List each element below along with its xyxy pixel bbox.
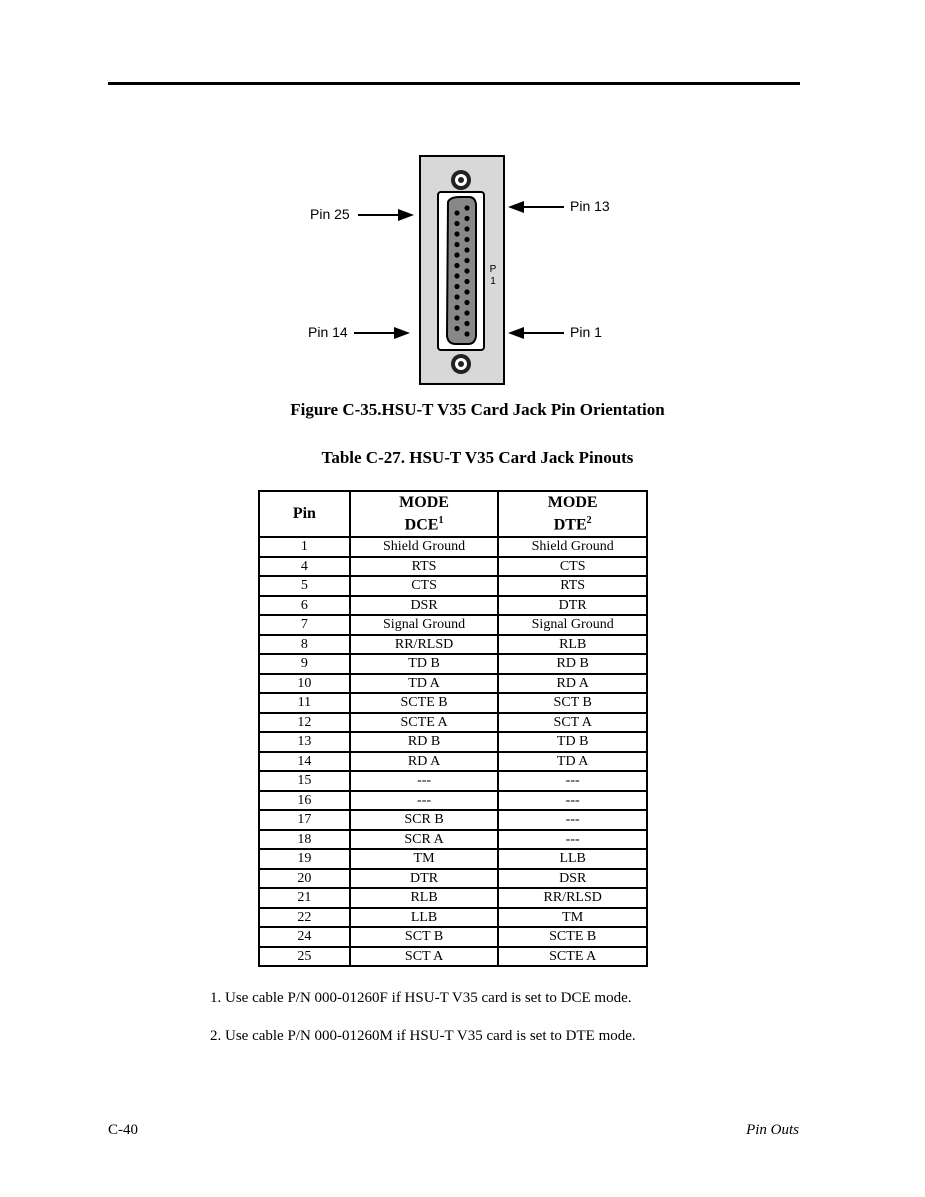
cell-pin: 18 [259,830,350,850]
table-row [259,947,647,967]
cell-dte: --- [498,810,647,830]
table-row [259,654,647,674]
footnote-2: 2. Use cable P/N 000-01260M if HSU-T V35 card is set to DTE mode. [210,1028,636,1044]
header-dce [350,491,499,537]
pin-dot [464,300,469,305]
cell-pin: 13 [259,732,350,752]
table-row [259,732,647,752]
cell-dce: TD B [350,654,499,674]
cell-dte: CTS [498,557,647,577]
top-screw-icon [451,170,471,190]
cell-dte: TM [498,908,647,928]
cell-dce: RTS [350,557,499,577]
cell-pin: 20 [259,869,350,889]
pin-dot [454,242,459,247]
cell-dce: RLB [350,888,499,908]
cell-dce: --- [350,791,499,811]
pin-dot [454,315,459,320]
pin-dot [464,310,469,315]
pin-dot [454,284,459,289]
cell-dce: SCT B [350,927,499,947]
table-row [259,576,647,596]
cell-dce: Shield Ground [350,537,499,557]
table-row [259,908,647,928]
arrow-pin25 [358,209,414,221]
cell-pin: 19 [259,849,350,869]
cell-dte: TD A [498,752,647,772]
footnote-1: 1. Use cable P/N 000-01260F if HSU-T V35 card is set to DCE mode. [210,990,632,1006]
table-row [259,615,647,635]
pin-dot [464,216,469,221]
arrow-pin13 [508,201,564,213]
header-dce-footnote: 1 [438,514,444,526]
pin-dot [454,326,459,331]
cell-dte: Signal Ground [498,615,647,635]
cell-dce: SCR B [350,810,499,830]
table-row [259,752,647,772]
table-row [259,888,647,908]
pin-dot [454,210,459,215]
cell-pin: 22 [259,908,350,928]
pin-dot [464,331,469,336]
cell-dte: Shield Ground [498,537,647,557]
table-row [259,674,647,694]
table-header-row [259,491,647,537]
table-row [259,693,647,713]
cell-dte: RD A [498,674,647,694]
cell-pin: 24 [259,927,350,947]
cell-dce: TM [350,849,499,869]
cell-dte: SCT A [498,713,647,733]
table-row [259,849,647,869]
cell-dte: SCT B [498,693,647,713]
header-pin: Pin [259,491,350,537]
cell-dce: DSR [350,596,499,616]
cell-dce: Signal Ground [350,615,499,635]
table-row [259,810,647,830]
cell-dce: TD A [350,674,499,694]
pin-dot [464,237,469,242]
header-dce-mode: MODE [399,493,449,511]
page-number: C-40 [108,1122,138,1138]
pinouts-table [258,490,648,967]
cell-dte: DTR [498,596,647,616]
cell-dte: LLB [498,849,647,869]
one-label: 1 [490,276,496,287]
table-row [259,771,647,791]
cell-pin: 16 [259,791,350,811]
cell-pin: 1 [259,537,350,557]
cell-dte: RTS [498,576,647,596]
cell-pin: 10 [259,674,350,694]
table-row [259,869,647,889]
pin-dot [454,294,459,299]
cell-pin: 17 [259,810,350,830]
cell-dce: RD A [350,752,499,772]
connector-diagram [300,150,630,390]
pin14-label: Pin 14 [308,324,348,340]
cell-pin: 9 [259,654,350,674]
header-dte-mode: MODE [547,493,598,511]
cell-pin: 25 [259,947,350,967]
cell-dte: --- [498,791,647,811]
section-title: Pin Outs [746,1122,799,1138]
table-row [259,537,647,557]
cell-dte: RD B [498,654,647,674]
bottom-screw-icon [451,354,471,374]
cell-pin: 5 [259,576,350,596]
header-dte [498,491,647,537]
cell-dte: SCTE B [498,927,647,947]
pin-dot [454,231,459,236]
cell-dce: SCTE A [350,713,499,733]
table-row [259,713,647,733]
pin-dot [464,268,469,273]
table-row [259,557,647,577]
pin-dot [464,205,469,210]
cell-pin: 6 [259,596,350,616]
cell-dce: SCT A [350,947,499,967]
table-row [259,927,647,947]
cell-dce: RD B [350,732,499,752]
cell-dce: --- [350,771,499,791]
cell-dce: CTS [350,576,499,596]
cell-dte: RR/RLSD [498,888,647,908]
cell-pin: 15 [259,771,350,791]
cell-dce: LLB [350,908,499,928]
pin25-label: Pin 25 [310,206,350,222]
pin1-label: Pin 1 [570,324,602,340]
pin-dot [464,258,469,263]
cell-pin: 7 [259,615,350,635]
pin-dot [454,252,459,257]
connector-d-shape [447,197,476,344]
header-dte-footnote: 2 [586,514,592,526]
cell-dce: SCR A [350,830,499,850]
p-label: P [489,264,497,275]
table-row [259,596,647,616]
table-row [259,791,647,811]
cell-pin: 11 [259,693,350,713]
cell-dte: --- [498,830,647,850]
pin-dot [464,247,469,252]
cell-dce: DTR [350,869,499,889]
cell-pin: 12 [259,713,350,733]
cell-pin: 14 [259,752,350,772]
table-row [259,635,647,655]
pin-dot [464,289,469,294]
cell-pin: 8 [259,635,350,655]
cell-pin: 21 [259,888,350,908]
cell-dte: RLB [498,635,647,655]
pin-dot [454,221,459,226]
cell-dte: TD B [498,732,647,752]
pin-dot [454,263,459,268]
figure-caption: Figure C-35.HSU-T V35 Card Jack Pin Orientation [290,400,665,419]
arrow-pin14 [354,327,410,339]
header-rule [108,82,800,85]
pin-dot [464,279,469,284]
header-dce-label: DCE [404,516,439,534]
pin13-label: Pin 13 [570,198,610,214]
cell-dte: DSR [498,869,647,889]
arrow-pin1 [508,327,564,339]
pin-dot [464,226,469,231]
cell-pin: 4 [259,557,350,577]
cell-dte: --- [498,771,647,791]
header-dte-label: DTE [553,516,587,534]
table-row [259,830,647,850]
pin-dot [464,321,469,326]
pin-dot [454,305,459,310]
table-caption: Table C-27. HSU-T V35 Card Jack Pinouts [321,448,634,467]
pin-dot [454,273,459,278]
cell-dce: RR/RLSD [350,635,499,655]
cell-dce: SCTE B [350,693,499,713]
cell-dte: SCTE A [498,947,647,967]
